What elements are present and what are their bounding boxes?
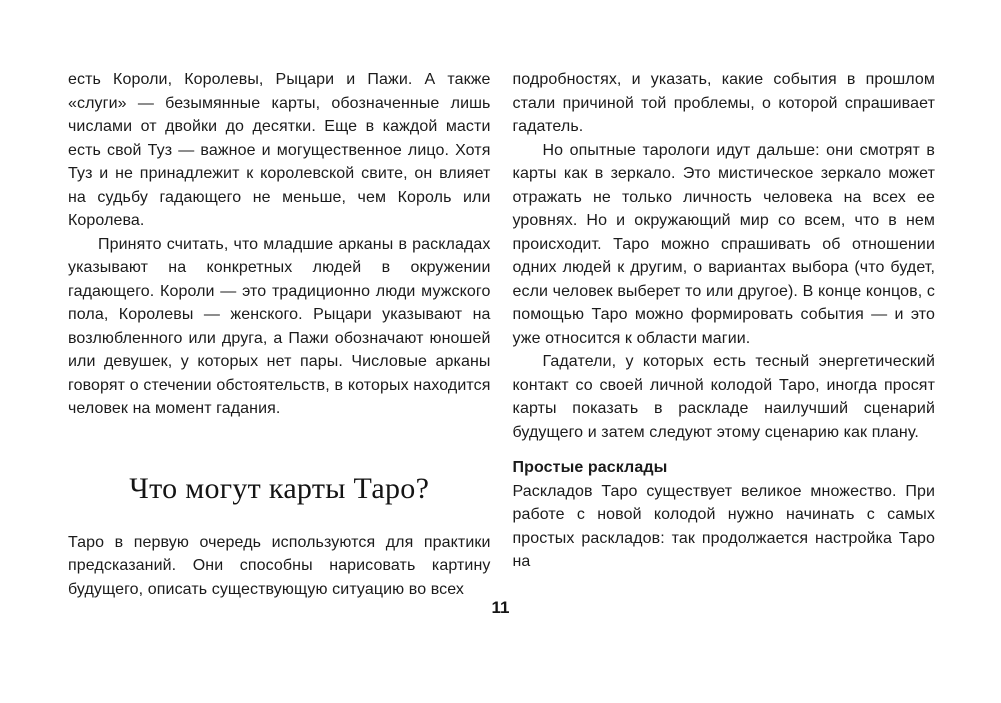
section-heading: Что могут карты Таро?: [129, 471, 430, 505]
left-column: [68, 68, 491, 601]
body-paragraph: Принято считать, что младшие арканы в раскладах указывают на конкретных людей в окружении гадающего. Короли — это традиционно люди мужского пола, Королевы — женского. Рыцари указывают на возлюбленного или друга, а Пажи обозначают юношей или девушек, у которых нет пары. Числовые арканы говорят о стечении обстоятельств, в которых находится человек на момент гадания.: [68, 235, 491, 417]
page-number: 11: [491, 598, 510, 617]
body-paragraph: Таро в первую очередь используются для практики предсказаний. Они способны нарисовать картину будущего, описать существующую ситуацию во всех: [68, 533, 491, 598]
body-paragraph: подробностях, и указать, какие события в прошлом стали причиной той проблемы, о которой спрашивает гадатель.: [512, 71, 935, 135]
body-paragraph: Но опытные тарологи идут дальше: они смотрят в карты как в зеркало. Это мистическое зеркало может отражать не только личность человека на всех ее уровнях. Но и окружающий мир со всем, что в нем происходит. Таро можно спрашивать об отношении одних людей к другим, о вариантах выбора (что будет, если человек выберет то или другое). В конце концов, с помощью Таро можно формировать события — и это уже относится к области магии.: [512, 141, 935, 347]
body-paragraph: есть Короли, Королевы, Рыцари и Пажи. А также «слуги» — безымянные карты, обозначенные лишь числами от двойки до десятки. Еще в каждой масти есть свой Туз — важное и могущественное лицо. Хотя Туз и не принадлежит к королевской свите, он влияет на судьбу гадающего не меньше, чем Король или Королева.: [68, 71, 491, 229]
body-paragraph: Гадатели, у которых есть тесный энергетический контакт со своей личной колодой Таро, иногда просят карты показать в раскладе наилучший сценарий будущего и затем следуют этому сценарию как плану.: [512, 353, 935, 441]
subsection-heading: Простые расклады: [512, 459, 668, 476]
body-paragraph: Раскладов Таро существует великое множество. При работе с новой колодой нужно начинать с самых простых раскладов: так продолжается настройка Таро на: [512, 482, 935, 570]
right-column: [513, 68, 936, 601]
text-columns: [68, 68, 935, 601]
